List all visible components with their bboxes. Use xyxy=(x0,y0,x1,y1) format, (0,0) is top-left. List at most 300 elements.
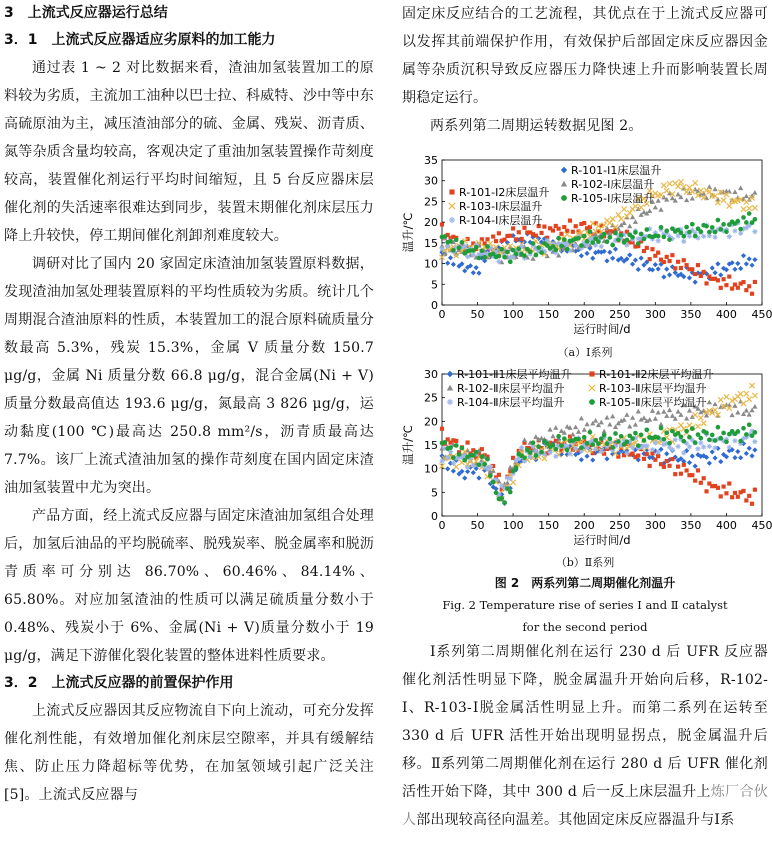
data-point xyxy=(724,283,728,287)
data-point xyxy=(585,441,590,446)
y-tick-label: 15 xyxy=(424,236,438,250)
data-point xyxy=(744,432,749,437)
data-point xyxy=(590,256,595,261)
data-point xyxy=(712,187,717,192)
data-point xyxy=(696,468,700,472)
data-point xyxy=(730,495,734,499)
data-point xyxy=(511,248,516,253)
data-point xyxy=(699,229,704,234)
data-point xyxy=(511,480,516,485)
data-point xyxy=(656,198,661,203)
data-point xyxy=(661,409,666,414)
data-point xyxy=(721,222,726,227)
data-point xyxy=(670,253,674,257)
data-point xyxy=(704,431,709,436)
x-tick-label: 150 xyxy=(538,519,560,532)
data-point xyxy=(508,490,513,495)
data-point xyxy=(460,240,465,245)
data-point xyxy=(716,425,721,430)
data-point xyxy=(602,232,607,237)
legend-marker xyxy=(589,385,595,391)
data-point xyxy=(749,263,754,268)
data-point xyxy=(448,255,453,260)
data-point xyxy=(735,449,740,454)
data-point xyxy=(741,253,746,258)
data-point xyxy=(744,261,749,266)
data-point xyxy=(747,397,752,402)
y-tick-label: 10 xyxy=(424,462,438,476)
legend-item xyxy=(449,185,549,199)
data-point xyxy=(462,475,467,480)
data-point xyxy=(624,412,629,417)
data-point xyxy=(744,199,749,204)
section-3-1-heading: 3．1 上流式反应器适应劣原料的加工能力 xyxy=(4,32,276,48)
data-point xyxy=(695,446,700,451)
data-point xyxy=(550,434,555,439)
data-point xyxy=(508,234,512,238)
data-point xyxy=(605,239,610,244)
x-tick-label: 450 xyxy=(751,308,772,321)
data-point xyxy=(753,280,757,284)
data-point xyxy=(630,262,635,267)
data-point xyxy=(687,435,692,440)
data-point xyxy=(485,237,489,241)
data-point xyxy=(642,438,647,443)
data-point xyxy=(596,239,601,244)
data-point xyxy=(440,222,444,226)
data-point xyxy=(531,440,536,445)
y-tick-label: 25 xyxy=(424,195,438,209)
data-point xyxy=(582,221,586,225)
x-tick-label: 350 xyxy=(680,308,702,321)
data-point xyxy=(630,415,635,420)
right-column xyxy=(401,0,772,834)
legend-marker xyxy=(561,195,567,201)
data-point xyxy=(508,259,513,264)
data-point xyxy=(644,227,649,232)
data-point xyxy=(547,450,552,455)
y-tick-label: 20 xyxy=(424,415,438,429)
data-point xyxy=(738,391,743,396)
data-point xyxy=(451,461,456,466)
data-point xyxy=(667,464,671,468)
data-point xyxy=(752,393,757,398)
legend-marker xyxy=(447,371,453,377)
data-point xyxy=(559,443,564,448)
data-point xyxy=(573,243,578,248)
data-point xyxy=(670,457,674,461)
data-point xyxy=(633,258,638,263)
data-point xyxy=(553,425,558,430)
data-point xyxy=(732,267,737,272)
data-point xyxy=(704,224,709,229)
data-point xyxy=(718,227,723,232)
data-point xyxy=(675,184,680,189)
data-point xyxy=(514,252,519,257)
data-point xyxy=(701,421,706,426)
data-point xyxy=(713,230,718,235)
data-point xyxy=(633,219,638,224)
data-point xyxy=(690,454,695,459)
data-point xyxy=(593,418,598,423)
data-point xyxy=(593,447,598,452)
data-point xyxy=(579,416,584,421)
data-point xyxy=(627,252,632,257)
data-point xyxy=(684,189,689,194)
data-point xyxy=(687,230,692,235)
data-point xyxy=(741,489,745,493)
data-point xyxy=(630,451,634,455)
data-point xyxy=(647,208,652,213)
data-point xyxy=(582,427,587,432)
data-point xyxy=(579,445,584,450)
data-point xyxy=(482,462,487,467)
data-point xyxy=(707,400,712,405)
data-point xyxy=(642,237,647,242)
data-point xyxy=(573,424,578,429)
data-point xyxy=(712,407,717,412)
data-point xyxy=(753,217,758,222)
data-point xyxy=(732,455,737,460)
chart-b-svg xyxy=(401,362,772,550)
data-point xyxy=(497,254,502,259)
data-point xyxy=(533,434,538,439)
data-point xyxy=(610,243,615,248)
data-point xyxy=(616,439,621,444)
data-point xyxy=(747,494,751,498)
x-axis-label: 运行时间/d xyxy=(573,322,631,336)
data-point xyxy=(752,205,757,210)
data-point xyxy=(644,427,649,432)
data-point xyxy=(704,489,708,493)
data-point xyxy=(738,231,743,236)
data-point xyxy=(752,257,757,262)
data-point xyxy=(721,198,726,203)
data-point xyxy=(732,438,737,443)
y-tick-label: 25 xyxy=(424,391,438,405)
data-point xyxy=(673,266,677,270)
data-point xyxy=(604,415,609,420)
data-point xyxy=(633,230,638,235)
data-point xyxy=(588,229,593,234)
data-point xyxy=(685,468,689,472)
data-point xyxy=(613,431,618,436)
data-point xyxy=(712,401,717,406)
data-point xyxy=(712,270,717,275)
data-point xyxy=(621,417,626,422)
data-point xyxy=(602,433,607,438)
data-point xyxy=(471,270,476,275)
data-point xyxy=(664,413,669,418)
data-point xyxy=(605,441,610,446)
data-point xyxy=(479,454,484,459)
legend-label: R-101-Ⅱ2床层平均温升 xyxy=(599,368,714,381)
data-point xyxy=(582,234,587,239)
data-point xyxy=(602,429,607,434)
data-point xyxy=(661,183,666,188)
data-point xyxy=(625,238,630,243)
data-point xyxy=(693,280,698,285)
data-point xyxy=(690,426,695,431)
data-point xyxy=(534,253,539,258)
data-point xyxy=(650,247,654,251)
data-point xyxy=(576,429,581,434)
data-point xyxy=(712,455,717,460)
legend-item xyxy=(589,381,707,395)
data-point xyxy=(656,251,660,255)
x-axis-label: 运行时间/d xyxy=(573,533,631,547)
data-point xyxy=(502,238,506,242)
data-point xyxy=(736,286,740,290)
data-point xyxy=(696,263,700,267)
legend-item xyxy=(449,213,543,227)
data-point xyxy=(451,468,456,473)
data-point xyxy=(718,272,723,277)
data-point xyxy=(497,473,501,477)
data-point xyxy=(607,422,612,427)
legend-item xyxy=(561,177,655,191)
data-point xyxy=(445,466,450,471)
data-point xyxy=(704,281,708,285)
legend-item xyxy=(447,381,565,395)
data-point xyxy=(662,465,666,469)
data-point xyxy=(519,445,524,450)
data-point xyxy=(744,194,749,199)
y-tick-label: 5 xyxy=(431,278,438,292)
data-point xyxy=(707,444,712,449)
legend-label: R-104-Ⅰ床层温升 xyxy=(459,214,543,227)
data-point xyxy=(585,239,590,244)
x-tick-label: 0 xyxy=(438,308,446,321)
data-point xyxy=(599,244,604,249)
x-tick-label: 400 xyxy=(715,308,737,321)
data-point xyxy=(590,457,595,462)
x-tick-label: 150 xyxy=(538,308,560,321)
data-point xyxy=(559,244,564,249)
data-point xyxy=(570,432,575,437)
data-point xyxy=(648,257,652,261)
data-point xyxy=(534,234,538,238)
data-point xyxy=(690,473,694,477)
data-point xyxy=(648,464,652,468)
data-point xyxy=(582,435,587,440)
paragraph-7-tail: 部出现较高径向温差。其他固定床反应器温升与Ⅰ系 xyxy=(416,812,735,828)
data-point xyxy=(658,207,663,212)
data-point xyxy=(736,495,740,499)
data-point xyxy=(443,440,448,445)
data-point xyxy=(738,455,743,460)
data-point xyxy=(724,394,729,399)
data-point xyxy=(744,220,749,225)
data-point xyxy=(494,490,499,495)
data-point xyxy=(738,266,743,271)
data-point xyxy=(639,205,644,210)
data-point xyxy=(667,441,672,446)
data-point xyxy=(610,414,615,419)
data-point xyxy=(607,250,612,255)
data-point xyxy=(497,231,501,235)
data-point xyxy=(568,219,572,223)
figure-title-zh: 图 2 两系列第二周期催化剂温升 xyxy=(494,576,676,590)
data-point xyxy=(491,480,496,485)
data-point xyxy=(667,181,672,186)
data-point xyxy=(735,410,740,415)
data-point xyxy=(681,234,686,239)
data-point xyxy=(502,255,507,260)
data-point xyxy=(733,491,737,495)
y-tick-label: 5 xyxy=(431,486,438,500)
paragraph-1: 通过表 1 ~ 2 对比数据来看，渣油加氢装置加工的原料较为劣质，主流加工油种以巴士拉、科威特、沙中等中东高硫原油为主，减压渣油部分的硫、金属、残炭、沥青质、氮等杂质含量均较高，客观决定了重油加氢装置操作苛刻度较高，装置催化剂运行平均时间缩短，且 5 台反应器床层催化剂的失活速率很难达到同步，装置末期催化剂床层压力降上升较快，停工期间催化剂卸剂难度较大。 xyxy=(4,60,374,244)
data-point xyxy=(590,240,595,245)
data-point xyxy=(556,236,561,241)
paragraph-5: 固定床反应结合的工艺流程，其优点在于上流式反应器可以发挥其前端保护作用，有效保护后部固定床反应器因金属等杂质沉积导致反应器压力降快速上升而影响装置长周期稳定运行。 xyxy=(402,6,768,106)
data-point xyxy=(514,465,519,470)
data-point xyxy=(502,500,507,505)
data-point xyxy=(664,188,669,193)
data-point xyxy=(752,439,757,444)
data-point xyxy=(496,259,501,264)
data-point xyxy=(574,224,578,228)
data-point xyxy=(738,439,743,444)
data-point xyxy=(682,258,686,262)
data-point xyxy=(749,453,754,458)
data-point xyxy=(744,451,749,456)
data-point xyxy=(656,449,661,454)
data-point xyxy=(749,383,754,388)
legend-marker xyxy=(449,189,454,194)
left-column xyxy=(4,0,374,809)
data-point xyxy=(517,230,521,234)
x-tick-label: 0 xyxy=(438,519,446,532)
legend-item xyxy=(561,191,654,205)
data-point xyxy=(607,436,612,441)
data-point xyxy=(440,427,444,431)
data-point xyxy=(699,481,703,485)
y-tick-label: 15 xyxy=(424,439,438,452)
data-point xyxy=(667,237,672,242)
data-point xyxy=(718,397,723,402)
data-point xyxy=(639,432,644,437)
data-point xyxy=(662,235,667,240)
data-point xyxy=(727,481,731,485)
data-point xyxy=(656,266,661,271)
data-point xyxy=(747,211,752,216)
data-point xyxy=(738,227,743,232)
data-point xyxy=(693,412,698,417)
data-point xyxy=(653,262,658,267)
data-point xyxy=(653,440,658,445)
x-tick-label: 100 xyxy=(502,519,524,532)
data-point xyxy=(485,244,490,249)
data-point xyxy=(741,207,746,212)
data-point xyxy=(573,446,578,451)
data-point xyxy=(474,245,479,250)
x-tick-label: 450 xyxy=(751,519,772,532)
data-point xyxy=(590,442,595,447)
data-point xyxy=(536,245,541,250)
data-point xyxy=(584,454,589,459)
data-point xyxy=(690,222,695,227)
data-point xyxy=(665,459,669,463)
data-point xyxy=(752,190,757,195)
data-point xyxy=(699,436,704,441)
x-tick-label: 300 xyxy=(644,308,666,321)
data-point xyxy=(747,422,752,427)
data-point xyxy=(621,207,626,212)
data-point xyxy=(471,470,476,475)
data-point xyxy=(687,460,692,465)
legend-label: R-103-Ⅱ床层平均温升 xyxy=(599,382,707,395)
data-point xyxy=(642,457,646,461)
data-point xyxy=(741,215,746,220)
data-point xyxy=(710,433,715,438)
x-tick-label: 250 xyxy=(609,308,631,321)
data-point xyxy=(684,197,689,202)
legend-label: R-101-Ⅰ2床层温升 xyxy=(459,186,550,199)
data-point xyxy=(559,232,563,236)
data-point xyxy=(627,210,632,215)
data-point xyxy=(741,426,746,431)
legend-item xyxy=(561,163,662,177)
legend-item xyxy=(447,395,565,409)
data-point xyxy=(457,245,462,250)
data-point xyxy=(673,437,678,442)
data-point xyxy=(713,438,718,443)
data-point xyxy=(627,424,632,429)
data-point xyxy=(539,450,544,455)
data-point xyxy=(678,179,683,184)
data-point xyxy=(670,413,675,418)
data-point xyxy=(744,498,748,502)
data-point xyxy=(508,476,513,481)
x-tick-label: 350 xyxy=(680,519,702,532)
data-point xyxy=(445,455,450,460)
data-point xyxy=(647,417,652,422)
data-point xyxy=(664,229,669,234)
data-point xyxy=(599,420,604,425)
y-tick-label: 30 xyxy=(424,174,438,188)
data-point xyxy=(579,253,584,258)
data-point xyxy=(693,272,697,276)
data-point xyxy=(719,494,723,498)
data-point xyxy=(735,261,740,266)
legend-marker xyxy=(449,203,455,209)
data-point xyxy=(664,431,669,436)
legend-item xyxy=(447,367,572,381)
data-point xyxy=(710,265,715,270)
data-point xyxy=(701,444,706,449)
data-point xyxy=(724,491,728,495)
data-point xyxy=(624,451,629,456)
data-point xyxy=(747,446,752,451)
data-point xyxy=(747,412,752,417)
x-tick-label: 400 xyxy=(715,519,737,532)
data-point xyxy=(675,409,680,414)
data-point xyxy=(645,246,649,250)
data-point xyxy=(679,434,684,439)
data-point xyxy=(625,439,630,444)
data-point xyxy=(553,248,558,253)
data-point xyxy=(724,439,729,444)
data-point xyxy=(528,450,533,455)
data-point xyxy=(693,463,698,468)
data-point xyxy=(681,239,686,244)
data-point xyxy=(741,280,745,284)
data-point xyxy=(604,456,609,461)
figure-title-en-1: Fig. 2 Temperature rise of series Ⅰ and Ⅱ catalyst xyxy=(442,598,728,612)
paragraph-3: 产品方面，经上流式反应器与固定床渣油加氢组合处理后，加氢后油品的平均脱硫率、脱残炭率、脱金属率和脱沥青质率可分别达 86.70%、60.46%、84.14%、65.80%。对应加氢渣油的性质可以满足硫质量分数小于 0.48%、残炭小于 6%、金属(Ni + V)质量分数小于 19 μg/g，满足下游催化裂化装置的整体进料性质要求。 xyxy=(4,508,374,664)
legend-label: R-103-Ⅰ床层温升 xyxy=(459,200,543,213)
